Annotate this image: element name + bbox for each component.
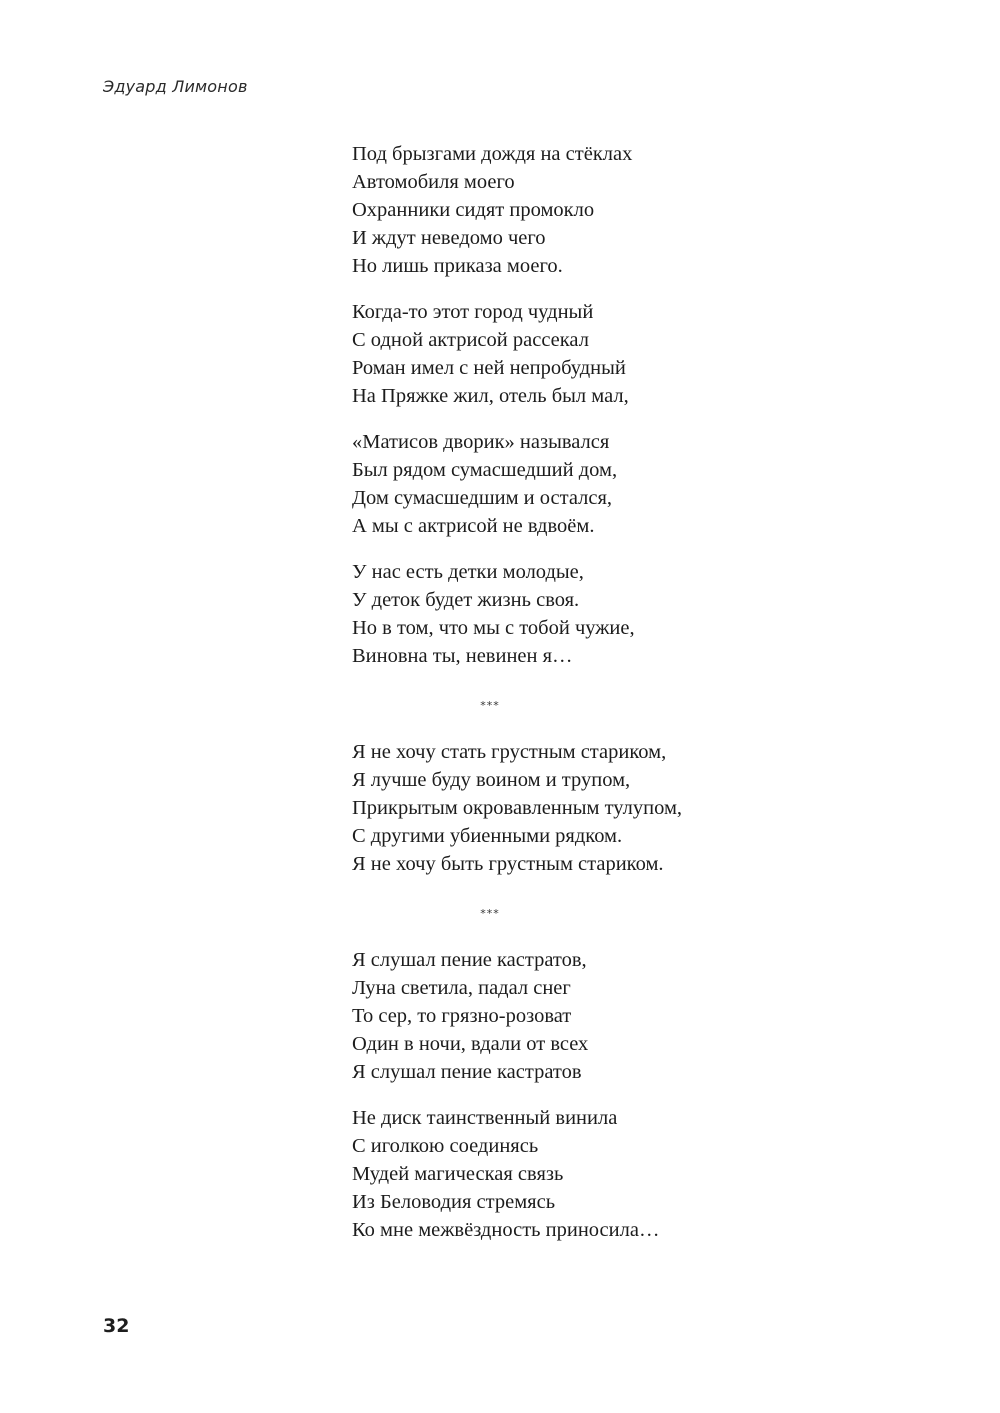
- running-head: Эдуард Лимонов: [103, 77, 248, 96]
- poem-line: Луна светила, падал снег: [352, 977, 571, 999]
- poem-line: Я слушал пение кастратов,: [352, 949, 587, 971]
- poem-line: Автомобиля моего: [352, 171, 515, 193]
- poem-line: Охранники сидят промокло: [352, 199, 595, 221]
- stanza: [352, 558, 872, 670]
- poem-line: Из Беловодия стремясь: [352, 1191, 556, 1213]
- poem-line: Ко мне межвёздность приносила…: [352, 1219, 660, 1241]
- poem-line: Дом сумасшедшим и остался,: [352, 487, 613, 509]
- poem-line: А мы с актрисой не вдвоём.: [352, 515, 595, 537]
- poem-line: То сер, то грязно-розоват: [352, 1005, 572, 1027]
- asterism-separator: ***: [480, 699, 500, 712]
- asterism-separator: ***: [480, 907, 500, 920]
- poem: [352, 946, 872, 1244]
- stanza: [352, 428, 872, 540]
- stanza: [352, 140, 872, 280]
- poem-line: Мудей магическая связь: [352, 1163, 564, 1185]
- poem-line: С другими убиенными рядком.: [352, 825, 623, 847]
- poem-line: Но в том, что мы с тобой чужие,: [352, 617, 635, 639]
- poem-line: Когда-то этот город чудный: [352, 301, 594, 323]
- poem-line: Не диск таинственный винила: [352, 1107, 618, 1129]
- poem-line: И ждут неведомо чего: [352, 227, 546, 249]
- page-number: 32: [103, 1315, 130, 1337]
- stanza: [352, 298, 872, 410]
- poem-line: Я лучше буду воином и трупом,: [352, 769, 631, 791]
- poem-line: Один в ночи, вдали от всех: [352, 1033, 589, 1055]
- stanza: [352, 738, 872, 878]
- poem-line: С иголкою соединясь: [352, 1135, 539, 1157]
- poems-column: [352, 140, 872, 1262]
- poem-line: Прикрытым окровавленным тулупом,: [352, 797, 683, 819]
- poem: [352, 738, 872, 878]
- poem-line: У нас есть детки молодые,: [352, 561, 584, 583]
- poem-line: «Матисов дворик» назывался: [352, 431, 610, 453]
- poem-line: Я не хочу стать грустным стариком,: [352, 741, 667, 763]
- stanza: [352, 946, 872, 1086]
- poem-line: На Пряжке жил, отель был мал,: [352, 385, 629, 407]
- poem-line: Был рядом сумасшедший дом,: [352, 459, 618, 481]
- poem-line: Я не хочу быть грустным стариком.: [352, 853, 664, 875]
- stanza: [352, 1104, 872, 1244]
- poem-line: Но лишь приказа моего.: [352, 255, 563, 277]
- poem-line: С одной актрисой рассекал: [352, 329, 589, 351]
- poem: [352, 140, 872, 670]
- poem-line: У деток будет жизнь своя.: [352, 589, 580, 611]
- poem-line: Я слушал пение кастратов: [352, 1061, 582, 1083]
- poem-line: Под брызгами дождя на стёклах: [352, 143, 633, 165]
- poem-line: Роман имел с ней непробудный: [352, 357, 626, 379]
- poem-line: Виновна ты, невинен я…: [352, 645, 573, 667]
